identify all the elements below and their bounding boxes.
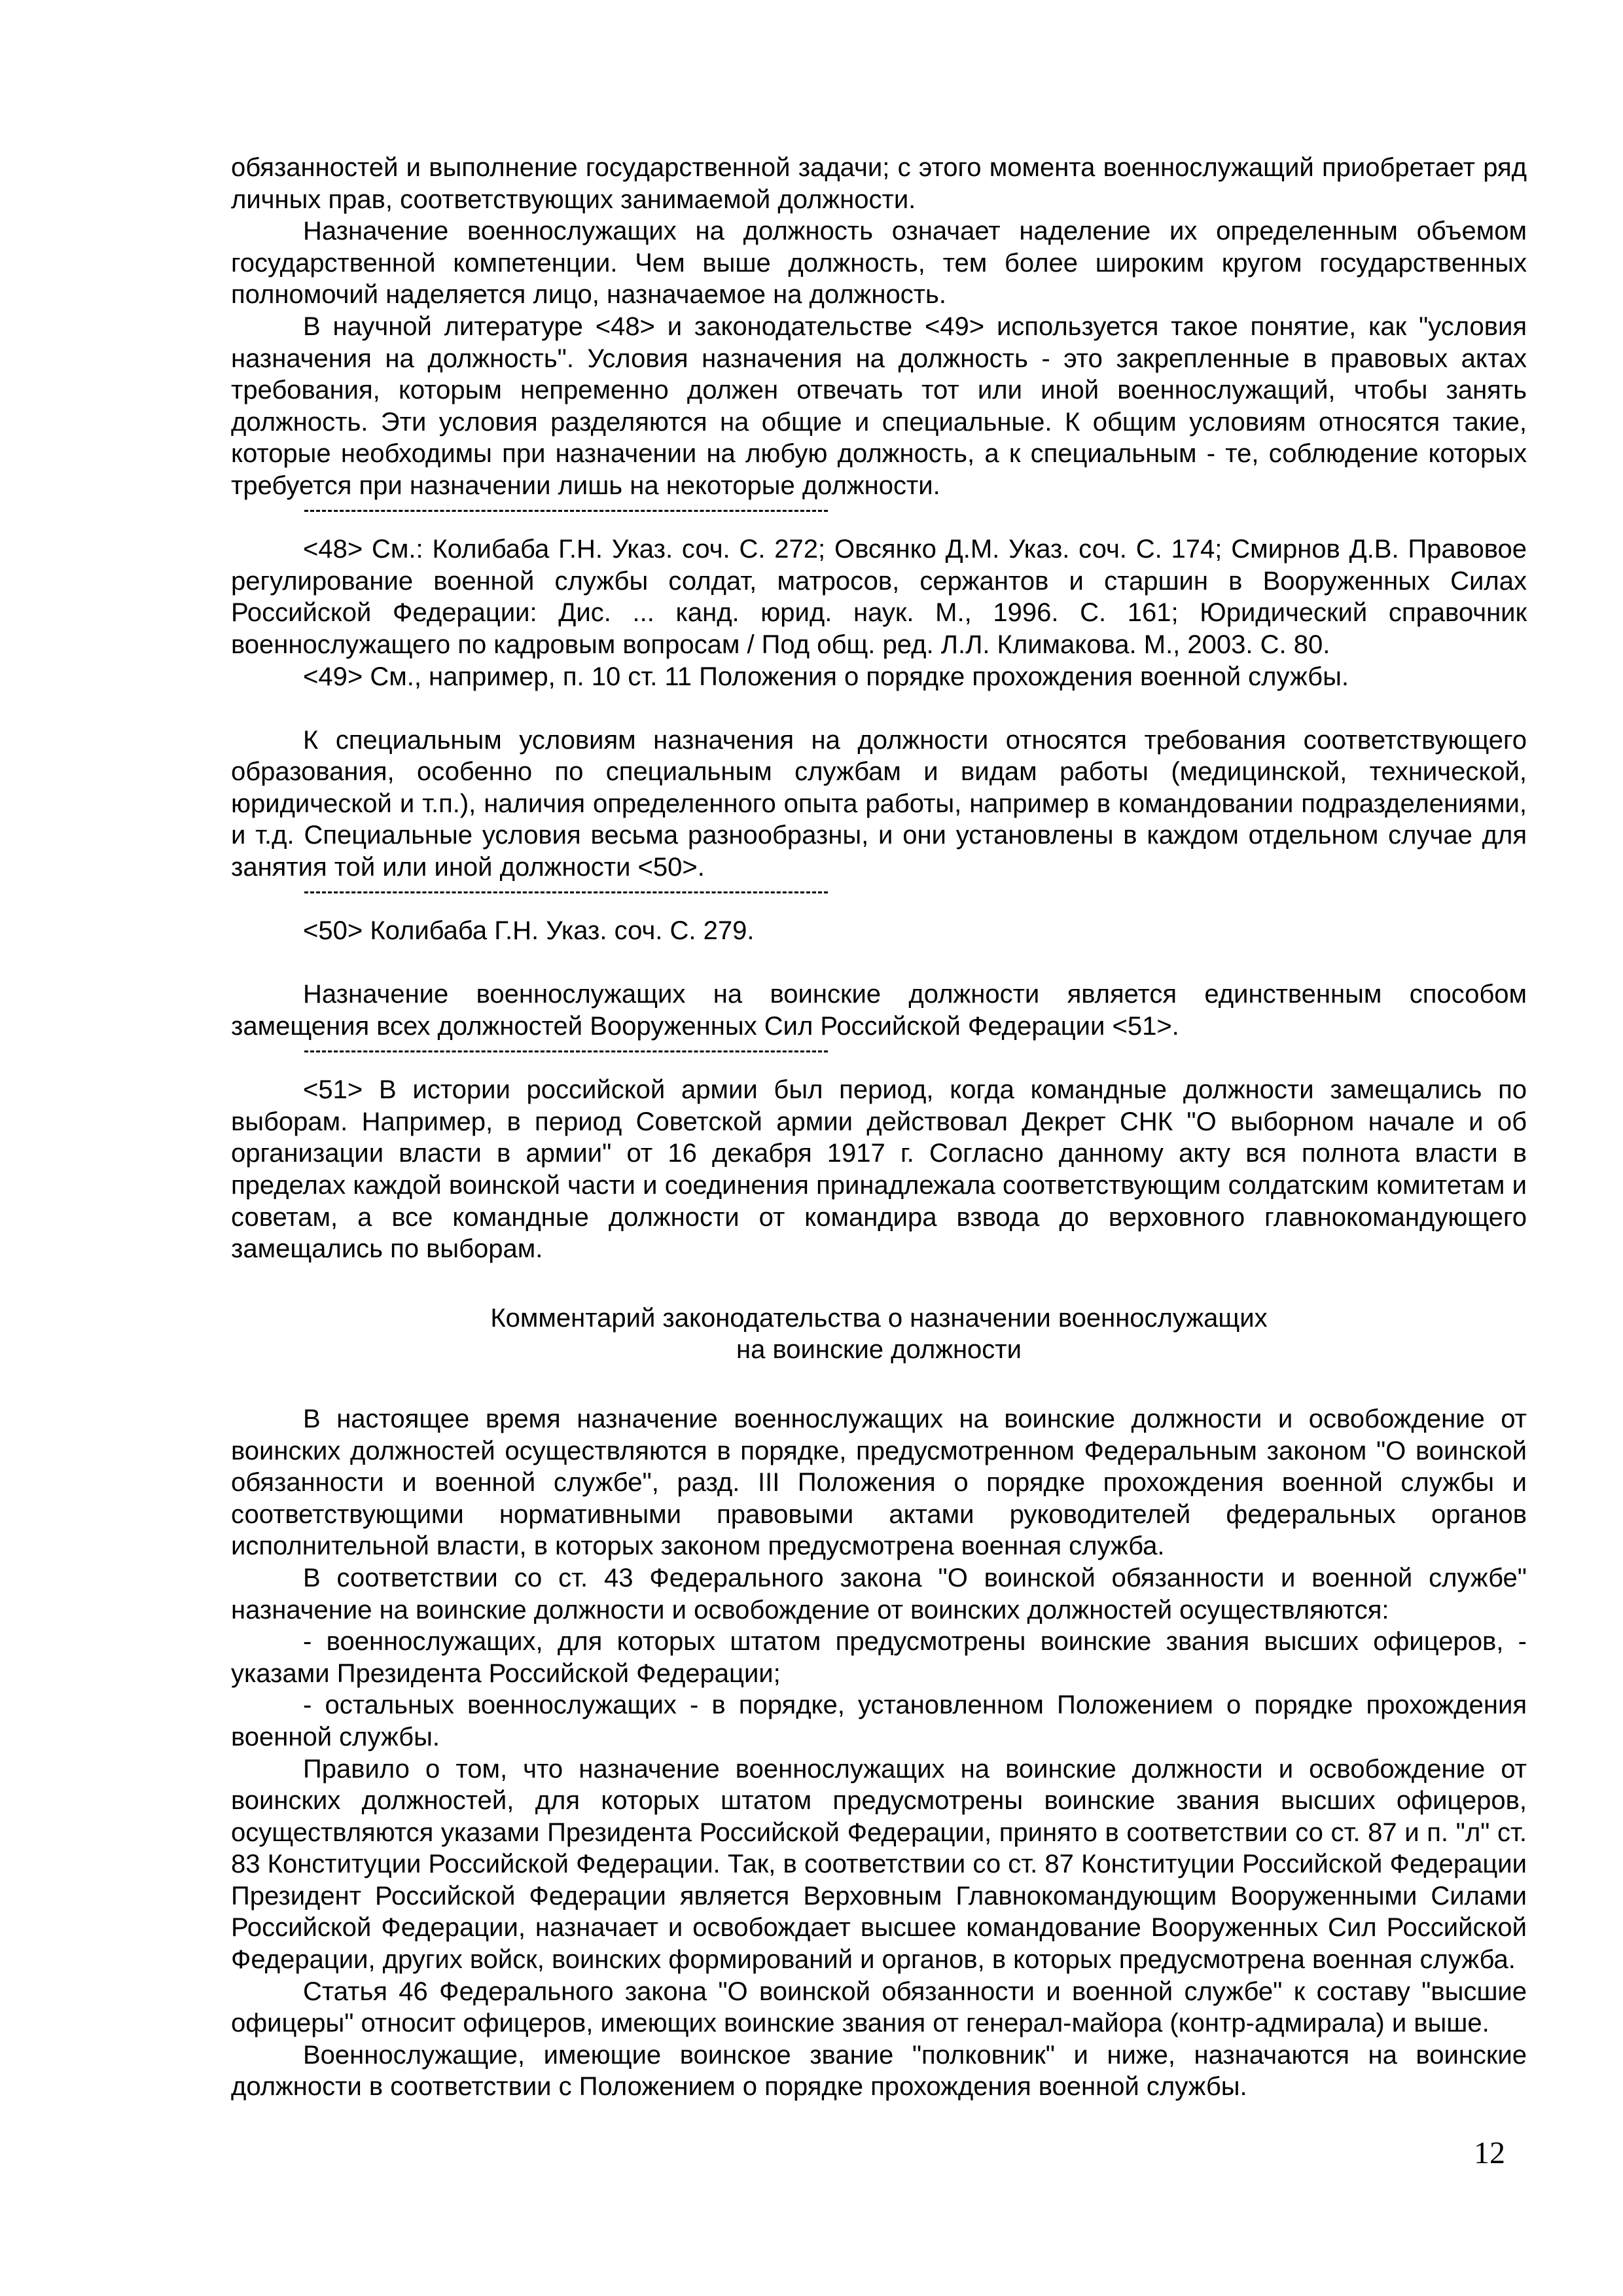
footnote-51: <51> В истории российской армии был период, когда командные должности замещались по выборам. Например, в период Советской армии действовал Декрет СНК "О выборном начале и об организации власти в армии" от 16 декабря 1917 г. Согласно данному акту вся полнота власти в пределах каждой воинской части и соединения принадлежала соответствующим солдатским комитетам и советам, а все командные должности от командира взвода до верховного главнокомандующего замещались по выборам. <box>231 1075 1527 1264</box>
page-number: 12 <box>1474 2136 1505 2170</box>
footnote-separator <box>304 502 1527 534</box>
document-page <box>231 152 1527 2103</box>
list-item-other-servicemen: - остальных военнослужащих - в порядке, установленном Положением о порядке прохождения военной службы. <box>231 1691 1527 1751</box>
paragraph-2: Назначение военнослужащих на должность означает наделение их определенным объемом государственной компетенции. Чем выше должность, тем более широким кругом государственных полномочий наделяется лицо, назначаемое на должность. <box>231 217 1527 310</box>
section-heading-line-2: на воинские должности <box>736 1335 1022 1365</box>
paragraph-4: К специальным условиям назначения на должности относятся требования соответствующего образования, особенно по специальным службам и видам работы (медицинской, технической, юридической и т.п.), наличия определенного опыта работы, например в командовании подразделениями, и т.д. Специальные условия весьма разнообразны, и они установлены в каждом отдельном случае для занятия той или иной должности <50>. <box>231 725 1527 882</box>
footnote-49: <49> См., например, п. 10 ст. 11 Положения о порядке прохождения военной службы. <box>303 662 1349 691</box>
paragraph-7: В соответствии со ст. 43 Федерального закона "О воинской обязанности и военной службе" назначение на воинские должности и освобождение от воинских должностей осуществляются: <box>231 1563 1527 1624</box>
section-heading-line-1: Комментарий законодательства о назначении военнослужащих <box>490 1303 1268 1333</box>
paragraph-12: Военнослужащие, имеющие воинское звание "полковник" и ниже, назначаются на воинские должности в соответствии с Положением о порядке прохождения военной службы. <box>231 2040 1527 2102</box>
paragraph-10: Правило о том, что назначение военнослужащих на воинские должности и освобождение от воинских должностей, для которых штатом предусмотрены воинские звания высших офицеров, осуществляются указами Президента Российской Федерации, принято в соответствии со ст. 87 и п. "л" ст. 83 Конституции Российской Федерации. Так, в соответствии со ст. 87 Конституции Российской Федерации Президент Российской Федерации является Верховным Главнокомандующим Вооруженными Силами Российской Федерации, назначает и освобождает высшее командование Вооруженных Сил Российской Федерации, других войск, воинских формирований и органов, в которых предусмотрена военная служба. <box>231 1754 1527 1975</box>
list-item-higher-officers: - военнослужащих, для которых штатом предусмотрены воинские звания высших офицеров, - указами Президента Российской Федерации; <box>231 1627 1527 1688</box>
paragraph-6: В настоящее время назначение военнослужащих на воинские должности и освобождение от воинских должностей осуществляются в порядке, предусмотренном Федеральным законом "О воинской обязанности и военной службе", разд. III Положения о порядке прохождения военной службы и соответствующими нормативными правовыми актами руководителей федеральных органов исполнительной власти, в которых законом предусмотрена военная служба. <box>231 1404 1527 1561</box>
footnote-separator <box>304 1043 1527 1075</box>
paragraph-1: обязанностей и выполнение государственной задачи; с этого момента военнослужащий приобретает ряд личных прав, соответствующих занимаемой должности. <box>231 153 1527 214</box>
footnote-separator <box>304 884 1527 916</box>
paragraph-5: Назначение военнослужащих на воинские должности является единственным способом замещения всех должностей Вооруженных Сил Российской Федерации <51>. <box>231 980 1527 1041</box>
footnote-48: <48> См.: Колибаба Г.Н. Указ. соч. С. 272; Овсянко Д.М. Указ. соч. С. 174; Смирнов Д.В. Правовое регулирование военной службы солдат, матросов, сержантов и старшин в Вооруженных Силах Российской Федерации: Дис. ... канд. юрид. наук. М., 1996. С. 161; Юридический справочник военнослужащего по кадровым вопросам / Под общ. ред. Л.Л. Климакова. М., 2003. С. 80. <box>231 535 1527 659</box>
footnote-50: <50> Колибаба Г.Н. Указ. соч. С. 279. <box>303 916 755 946</box>
paragraph-11: Статья 46 Федерального закона "О воинской обязанности и военной службе" к составу "высшие офицеры" относит офицеров, имеющих воинские звания от генерал-майора (контр-адмирала) и выше. <box>231 1977 1527 2038</box>
paragraph-3: В научной литературе <48> и законодательстве <49> используется такое понятие, как "условия назначения на должность". Условия назначения на должность - это закрепленные в правовых актах требования, которым непременно должен отвечать тот или иной военнослужащий, чтобы занять должность. Эти условия разделяются на общие и специальные. К общим условиям относятся такие, которые необходимы при назначении на любую должность, а к специальным - те, соблюдение которых требуется при назначении лишь на некоторые должности. <box>231 312 1527 500</box>
